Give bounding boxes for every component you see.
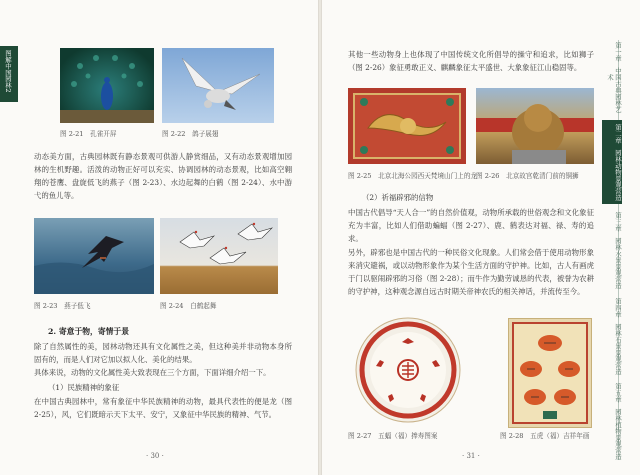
caption-fig-2-23: 图 2-23 燕子低飞	[34, 302, 91, 310]
bat-plate-photo	[348, 316, 468, 426]
pigeon-photo	[162, 48, 274, 123]
left-page	[0, 0, 318, 475]
lion-photo	[476, 88, 594, 164]
page-number-right: · 31 ·	[462, 452, 480, 460]
subheading-national-spirit: （1）民族精神的象征	[48, 383, 120, 392]
dragon-photo	[348, 88, 466, 164]
caption-fig-2-25: 图 2-25 北京北海公园西天梵境山门上的龙	[348, 172, 478, 180]
tiger-print-photo	[508, 318, 592, 428]
paragraph-blessing: 中国古代倡导“天人合一”的自然价值观，动物所承载的世俗观念和文化象征充为丰富，比如人们借助蝙蝠（图 2-27）、鹿、鹤表达对福、禄、寿的追求。	[348, 208, 594, 243]
subheading-amulet: （2）祈福辟邪的信物	[362, 193, 434, 202]
caption-fig-2-24: 图 2-24 白鹤起舞	[160, 302, 217, 310]
caption-fig-2-27: 图 2-27 五蝠（福）捧寿图案	[348, 432, 438, 440]
side-tab-label: 图解中国园林2	[4, 50, 12, 93]
peacock-photo	[60, 48, 154, 123]
chapter-tab-1: 第一章 中国古典园林艺术	[606, 41, 622, 113]
caption-fig-2-22: 图 2-22 鸽子展翅	[162, 130, 219, 138]
paragraph-dynamic-beauty: 动态美方面，古典园林既有静态景观可供游人静赏细品，又有动态景观增加园林的生机野趣。活泼的动物正好可以充实、协调园林的动态景观，比如高空翱翔的苍鹰、盘旋低飞的燕子（图 2-23）、水边起舞的白鹤（图 2-24）、水中游弋的鱼儿等。	[34, 152, 292, 200]
paragraph-three-aspects: 具体来说，动物的文化属性美大致表现在三个方面，下面详细介绍一下。	[34, 368, 271, 377]
paragraph-cultural-beauty: 除了自然属性的美，园林动物还具有文化属性之美，但这种美并非动物本身所固有的，而是人们对它加以拟人化、美化的结果。	[34, 342, 292, 364]
right-page	[322, 0, 640, 475]
chapter-tab-2-active: 第二章 园林动物景观营造	[602, 120, 622, 204]
caption-fig-2-21: 图 2-21 孔雀开屏	[60, 130, 117, 138]
paragraph-other-animals: 其他一些动物身上也体现了中国传统文化所倡导的操守和追求，比如狮子（图 2-26）象征勇敢正义、麒麟象征太平盛世、大象象征江山稳固等。	[348, 50, 594, 72]
paragraph-ward-evil: 另外，辟邪也是中国古代的一种民俗文化现象。人们常会借于使用动物形象来消灾避祸，或以动物形象作为某个生活方面的守护神。比如，古人有画虎于门以驱闹辟邪的习俗（图 2-28）；而牛作为勤劳诚恳的代表，被誉为农耕的守护神，这种观念源自远古时期关帝神农氏的相关神话，并流传至今。	[348, 248, 594, 296]
chapter-tab-4: 第四章 园林石景景观营造	[614, 297, 622, 375]
page-number-left: · 30 ·	[146, 452, 164, 460]
chapter-strip	[602, 40, 622, 460]
cranes-photo	[160, 218, 278, 294]
caption-fig-2-28: 图 2-28 五虎（福）吉祥年画	[500, 432, 590, 440]
chapter-tab-3: 第三章 园林水景景观营造	[614, 211, 622, 289]
chapter-tab-5: 第五章 园林植物景观营造	[614, 382, 622, 460]
swallow-photo	[34, 218, 154, 294]
paragraph-dragon: 在中国古典园林中，常有象征中华民族精神的动物，最具代表性的便是龙（图 2-25），风，它们既暗示天下太平、安宁，又象征中华民族的精神、气节。	[34, 397, 292, 419]
caption-fig-2-26: 图 2-26 北京故宫乾清门前的铜狮	[476, 172, 579, 180]
section-heading: 2. 寄意于物，寄情于景	[48, 327, 130, 336]
